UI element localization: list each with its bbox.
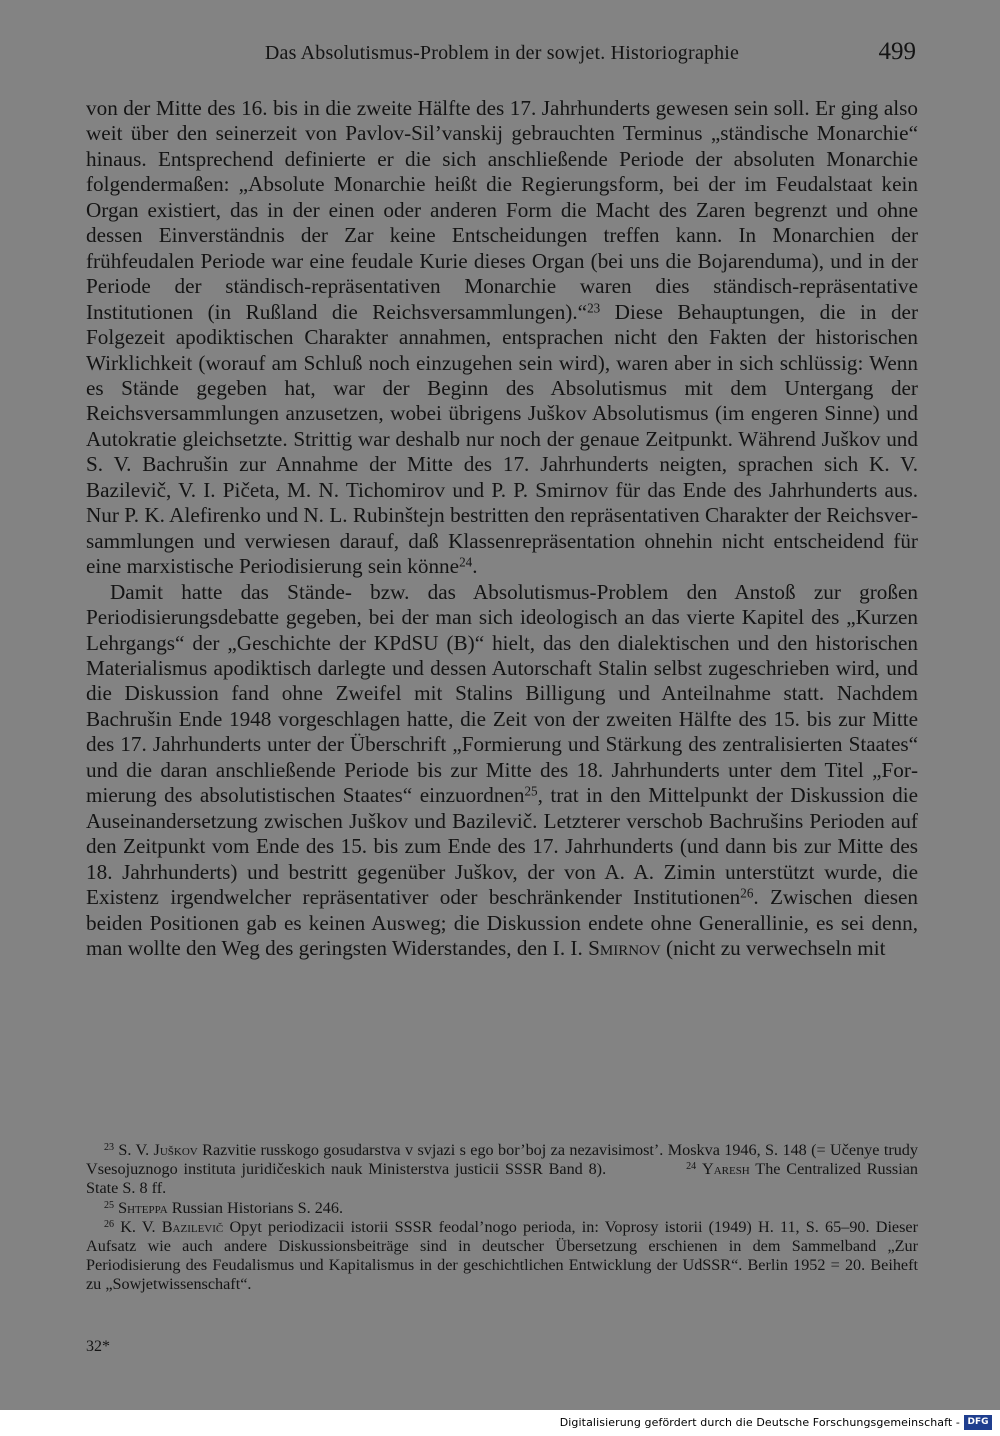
paragraph-2-text-a: Damit hatte das Stände- bzw. das Absolutismus-Problem den Anstoß zur großen Periodisierungsdebatte gegeben, bei der man sich ideologisch an das vierte Kapitel des „Kurzen Lehrgangs“ der „Geschichte der KPdSU (B)“ hielt, das den dialektischen und den historischen Materialismus apodiktisch darlegte und dessen Autorschaft Stalin selbst zugeschrieben wird, und die Diskussion fand ohne Zweifel mit Stalins Billigung und Anteilnahme statt. Nachdem Bachrušin Ende 1948 vorgeschlagen hatte, die Zeit von der zweiten Hälfte des 15. bis zur Mitte des 17. Jahrhunderts unter der Überschrift „Formierung und Stärkung des zentralisierten Staates“ und die daran anschließende Periode bis zur Mitte des 18. Jahrhunderts unter dem Titel „Formierung des absolutistischen Staates“ einzuordnen	[86, 579, 918, 808]
running-title: Das Absolutismus-Problem in der sowjet. Historiographie	[264, 42, 740, 64]
footnotes	[86, 1141, 918, 1295]
footnote-marker: 23	[104, 1141, 115, 1153]
footnote-author: K. V. Bazilevič	[120, 1217, 224, 1236]
paragraph-1-text-a: von der Mitte des 16. bis in die zweite Hälfte des 17. Jahrhunderts gewesen sein soll. Er ging also weit über den seinerzeit von Pavlov-Sil’vanskij gebrauchten Terminus „ständische Monarchie“ hinaus. Entsprechend definierte er die sich anschließende Periode der absoluten Monarchie folgendermaßen: „Absolute Monarchie heißt die Regierungsform, bei der im Feudalstaat kein Organ existiert, das in der einen oder anderen Form die Macht des Zaren begrenzt und ohne dessen Einverständnis der Zar keine Entscheidungen treffen kann. In Monarchien der frühfeudalen Periode war eine feudale Kurie dieses Organ (bei uns die Bojarenduma), und in der Periode der ständisch-repräsentativen Monarchie waren dies ständisch-repräsentative Institutionen (in Rußland die Reichsversammlungen).“	[86, 96, 918, 324]
footnote-text: Opyt periodizacii istorii SSSR feodal’nogo perioda, in: Voprosy istorii (1949) H. 11, S. 65–90. Dieser Aufsatz wie auch andere Diskussionsbeiträge sind in deutscher Übersetzung erschienen in dem Sammelband „Zur Periodisierung des Feudalismus und Kapitalismus in der geschichtlichen Entwicklung der UdSSR“. Berlin 1952 = 20. Beiheft zu „Sowjetwissenschaft“.	[86, 1217, 918, 1294]
digitization-credit: Digitalisierung gefördert durch die Deutsche Forschungsgemeinschaft -	[559, 1416, 960, 1429]
paragraph-2	[86, 580, 918, 962]
footnote-text: The Centralized Russian State S. 8 ff.	[86, 1160, 919, 1198]
running-head	[86, 40, 918, 76]
dfg-logo-icon: DFG	[964, 1415, 992, 1430]
footnote-ref-23: 23	[587, 300, 601, 316]
footnote-author: Shteppa	[118, 1198, 168, 1217]
paragraph-1	[86, 96, 918, 580]
footnote-25	[86, 1199, 918, 1218]
footnote-ref-26: 26	[740, 885, 754, 901]
footnote-marker: 26	[104, 1218, 115, 1230]
footnote-23	[86, 1141, 918, 1199]
paragraph-2-text-d: (nicht zu verwechseln mit	[660, 935, 886, 960]
digitization-credit-bar	[0, 1410, 1000, 1436]
page-number: 499	[878, 38, 916, 65]
body-text	[86, 96, 918, 961]
footnote-marker: 24	[686, 1161, 697, 1173]
footnote-text: Russian Historians S. 246.	[167, 1198, 344, 1217]
paragraph-1-text-c: .	[472, 554, 478, 579]
footnote-26	[86, 1218, 918, 1295]
footnote-marker: 25	[104, 1199, 115, 1211]
author-name-smirnov: Smirnov	[588, 935, 661, 960]
footnote-author: S. V. Juškov	[118, 1141, 198, 1159]
footnote-ref-25: 25	[524, 783, 538, 799]
footnote-text: Razvitie russkogo gosudarstva v svjazi s ego bor’boj za nezavisimost’. Moskva 1946, S. 148 (= Učenye trudy Vsesojuznogo instituta juridičeskich nauk Ministerstva justicii SSSR Band 8).	[86, 1141, 918, 1179]
paragraph-1-text-b: Diese Behauptungen, die in der Folgezeit apodiktischen Charakter annahmen, entsprachen nicht den Fakten der historischen Wirklichkeit (worauf am Schluß noch einzugehen sein wird), waren aber in sich schlüssig: Wenn es Stände gegeben hat, war der Beginn des Absolutismus mit dem Untergang der Reichsversammlungen anzusetzen, wobei übrigens Juškov Absolutismus (im engeren Sinne) und Autokratie gleichsetzte. Strittig war deshalb nur noch der genaue Zeitpunkt. Während Juškov und S. V. Bachrušin zur Annahme der Mitte des 17. Jahrhunderts neigten, sprachen sich K. V. Bazilevič, V. I. Pičeta, M. N. Tichomirov und P. P. Smirnov für das Ende des Jahrhunderts aus. Nur P. K. Alefirenko und N. L. Rubinštejn bestritten den repräsentativen Charakter der Reichsversammlungen und verwiesen darauf, daß Klassenrepräsentation ohnehin nicht entscheidend für eine marxistische Periodisierung sein könne	[86, 299, 919, 579]
paragraph-2-text-c: . Zwischen diesen beiden Positionen gab es keinen Ausweg; die Diskussion endete ohne Generallinie, es sei denn, man wollte den Weg des geringsten Widerstandes, den I. I.	[86, 885, 918, 960]
footnote-author: Yaresh	[702, 1160, 750, 1179]
paragraph-2-text-b: , trat in den Mittelpunkt der Diskussion die Auseinandersetzung zwischen Juškov und Bazilevič. Letzterer verschob Bachrušins Perioden auf den Zeitpunkt vom Ende des 15. bis zum Ende des 17. Jahrhunderts (und dann bis zur Mitte des 18. Jahrhunderts) und bestritt gegenüber Juškov, der von A. A. Zimin unterstützt wurde, die Existenz irgendwelcher repräsentativer oder beschränkender Institutionen	[86, 783, 918, 910]
sheet-signature: 32*	[86, 1338, 110, 1355]
footnote-ref-24: 24	[459, 554, 473, 570]
